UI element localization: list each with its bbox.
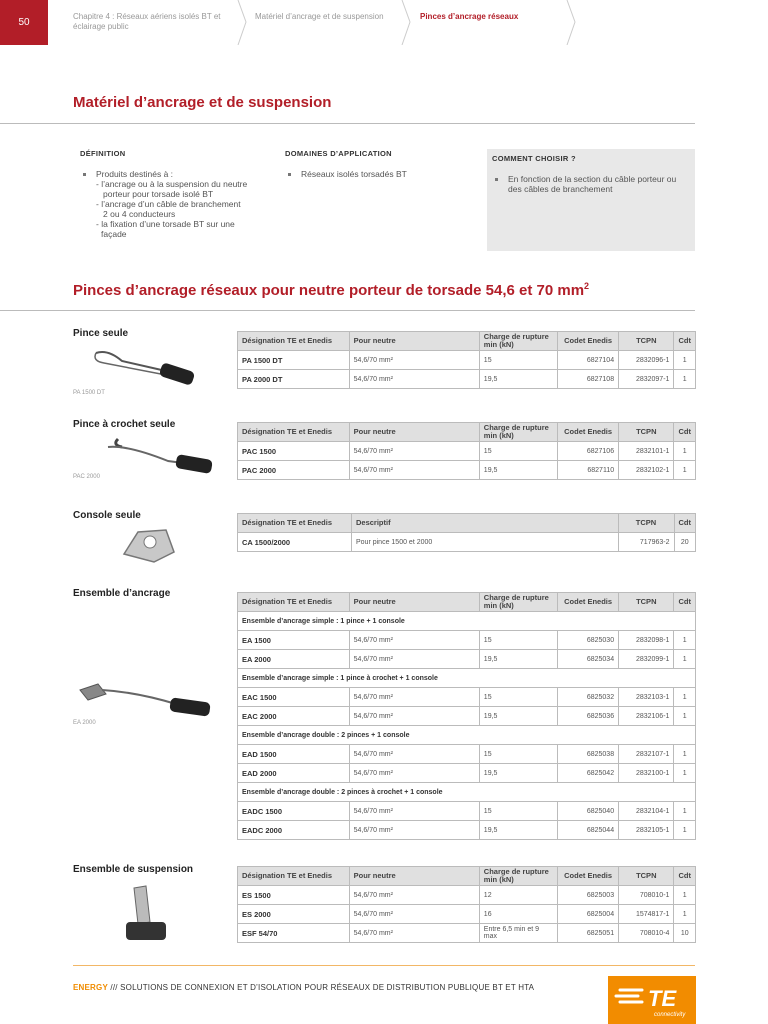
product-name-suspension: Ensemble de suspension bbox=[73, 864, 194, 875]
cell: 15 bbox=[479, 745, 557, 764]
definition-block bbox=[80, 149, 280, 239]
cell: EADC 2000 bbox=[238, 821, 350, 840]
choisir-block bbox=[487, 149, 687, 194]
table-row bbox=[238, 821, 696, 840]
cell: 2832096-1 bbox=[619, 351, 674, 370]
cell: 54,6/70 mm² bbox=[349, 802, 479, 821]
product-name-pince-crochet: Pince à crochet seule bbox=[73, 419, 176, 430]
col-header: Descriptif bbox=[352, 514, 619, 533]
cell: 2832107-1 bbox=[619, 745, 674, 764]
definition-sub: 2 ou 4 conducteurs bbox=[103, 209, 176, 219]
cell: 717963-2 bbox=[618, 533, 674, 552]
group-label: Ensemble d’ancrage double : 2 pinces + 1 console bbox=[238, 726, 696, 745]
col-header: Cdt bbox=[674, 332, 696, 351]
cell: 6825034 bbox=[558, 650, 619, 669]
cell: 12 bbox=[479, 886, 557, 905]
cell: 54,6/70 mm² bbox=[349, 688, 479, 707]
col-header: Pour neutre bbox=[349, 332, 479, 351]
group-label: Ensemble d’ancrage simple : 1 pince + 1 console bbox=[238, 612, 696, 631]
col-header: Pour neutre bbox=[349, 867, 479, 886]
image-caption: PAC 2000 bbox=[73, 474, 100, 480]
domaines-title: DOMAINES D’APPLICATION bbox=[285, 149, 392, 158]
table-row bbox=[238, 886, 696, 905]
table-suspension bbox=[237, 866, 696, 943]
cell: 1 bbox=[674, 802, 696, 821]
col-header: Codet Enedis bbox=[558, 867, 619, 886]
cell: EADC 1500 bbox=[238, 802, 350, 821]
footer-title: /// SOLUTIONS DE CONNEXION ET D’ISOLATION POUR RÉSEAUX DE DISTRIBUTION PUBLIQUE BT ET HTA bbox=[108, 983, 535, 992]
cell: 19,5 bbox=[479, 821, 557, 840]
cell: 2832105-1 bbox=[619, 821, 674, 840]
table-row bbox=[238, 688, 696, 707]
cell: 2832099-1 bbox=[619, 650, 674, 669]
table-ensemble-ancrage bbox=[237, 592, 696, 840]
col-header: Cdt bbox=[674, 593, 696, 612]
group-row bbox=[238, 783, 696, 802]
group-row bbox=[238, 726, 696, 745]
definition-title: DÉFINITION bbox=[80, 149, 126, 158]
cell: EA 2000 bbox=[238, 650, 350, 669]
cell: PAC 2000 bbox=[238, 461, 350, 480]
definition-sub: porteur pour torsade isolé BT bbox=[103, 189, 214, 199]
image-caption: EA 2000 bbox=[73, 720, 96, 726]
table-row bbox=[238, 461, 696, 480]
cell: ES 1500 bbox=[238, 886, 350, 905]
cell: 1 bbox=[674, 351, 696, 370]
comment-choisir-box bbox=[487, 149, 695, 251]
cell: 1 bbox=[674, 370, 696, 389]
cell: EAC 1500 bbox=[238, 688, 350, 707]
col-header: Pour neutre bbox=[349, 423, 479, 442]
cell: EAD 2000 bbox=[238, 764, 350, 783]
products-title-sup: 2 bbox=[584, 281, 590, 291]
pince-image bbox=[88, 347, 200, 387]
cell: 1 bbox=[674, 631, 696, 650]
col-header: Charge de rupture min (kN) bbox=[479, 423, 557, 442]
col-header: Codet Enedis bbox=[558, 332, 619, 351]
cell: 19,5 bbox=[479, 461, 557, 480]
cell: 2832101-1 bbox=[619, 442, 674, 461]
cell: 6825036 bbox=[558, 707, 619, 726]
cell: Entre 6,5 min et 9 max bbox=[479, 924, 557, 943]
cell: 2832103-1 bbox=[619, 688, 674, 707]
cell: PAC 1500 bbox=[238, 442, 350, 461]
cell: 54,6/70 mm² bbox=[349, 886, 479, 905]
cell: PA 2000 DT bbox=[238, 370, 350, 389]
cell: 6825042 bbox=[558, 764, 619, 783]
footer-text bbox=[73, 983, 534, 992]
chevron-right-icon bbox=[400, 0, 414, 45]
cell: 19,5 bbox=[479, 707, 557, 726]
group-label: Ensemble d’ancrage double : 2 pinces à crochet + 1 console bbox=[238, 783, 696, 802]
cell: 1 bbox=[674, 461, 696, 480]
cell: 15 bbox=[479, 351, 557, 370]
divider bbox=[0, 123, 695, 124]
definition-sub: - la fixation d’une torsade BT sur une bbox=[96, 219, 235, 229]
cell: 1 bbox=[674, 886, 696, 905]
cell: 54,6/70 mm² bbox=[349, 924, 479, 943]
cell: 54,6/70 mm² bbox=[349, 905, 479, 924]
col-header: Codet Enedis bbox=[558, 593, 619, 612]
cell: 54,6/70 mm² bbox=[349, 351, 479, 370]
suspension-image bbox=[116, 882, 176, 946]
cell: 2832102-1 bbox=[619, 461, 674, 480]
cell: 6825030 bbox=[558, 631, 619, 650]
group-label: Ensemble d’ancrage simple : 1 pince à crochet + 1 console bbox=[238, 669, 696, 688]
col-header: Désignation TE et Enedis bbox=[238, 423, 350, 442]
col-header: TCPN bbox=[619, 593, 674, 612]
cell: 6827104 bbox=[558, 351, 619, 370]
cell: 6825044 bbox=[558, 821, 619, 840]
cell: 15 bbox=[479, 442, 557, 461]
definition-sub: façade bbox=[101, 229, 127, 239]
cell: 10 bbox=[674, 924, 696, 943]
ensemble-ancrage-image bbox=[76, 678, 214, 722]
product-name-ensemble-ancrage: Ensemble d’ancrage bbox=[73, 588, 171, 599]
cell: 6825032 bbox=[558, 688, 619, 707]
console-image bbox=[118, 524, 180, 566]
table-row bbox=[238, 707, 696, 726]
cell: 19,5 bbox=[479, 650, 557, 669]
cell: 6825003 bbox=[558, 886, 619, 905]
cell: 1 bbox=[674, 764, 696, 783]
cell: 6825038 bbox=[558, 745, 619, 764]
cell: 54,6/70 mm² bbox=[349, 631, 479, 650]
table-row bbox=[238, 905, 696, 924]
te-logo bbox=[608, 976, 696, 1024]
col-header: Pour neutre bbox=[349, 593, 479, 612]
breadcrumb-section[interactable]: Matériel d’ancrage et de suspension bbox=[255, 12, 384, 21]
col-header: Charge de rupture min (kN) bbox=[479, 332, 557, 351]
pince-crochet-image bbox=[88, 435, 220, 477]
cell: ES 2000 bbox=[238, 905, 350, 924]
cell: 6827106 bbox=[558, 442, 619, 461]
cell: 19,5 bbox=[479, 370, 557, 389]
group-row bbox=[238, 612, 696, 631]
cell: 2832104-1 bbox=[619, 802, 674, 821]
table-row bbox=[238, 631, 696, 650]
cell: 708010-1 bbox=[619, 886, 674, 905]
page-number: 50 bbox=[0, 0, 48, 45]
breadcrumb-current[interactable]: Pinces d’ancrage réseaux bbox=[420, 12, 519, 21]
divider bbox=[0, 310, 695, 311]
logo-subtext: connectivity bbox=[654, 1012, 686, 1018]
table-row bbox=[238, 533, 696, 552]
col-header: Désignation TE et Enedis bbox=[238, 593, 350, 612]
breadcrumb-chapter[interactable]: Chapitre 4 : Réseaux aériens isolés BT et éclairage public bbox=[73, 12, 221, 31]
cell: 20 bbox=[674, 533, 696, 552]
cell: 15 bbox=[479, 631, 557, 650]
domaines-bullet: Réseaux isolés torsadés BT bbox=[285, 169, 475, 179]
cell: 54,6/70 mm² bbox=[349, 442, 479, 461]
cell: 19,5 bbox=[479, 764, 557, 783]
table-row bbox=[238, 802, 696, 821]
table-pince-seule bbox=[237, 331, 696, 389]
cell: Pour pince 1500 et 2000 bbox=[352, 533, 619, 552]
chevron-right-icon bbox=[236, 0, 250, 45]
cell: 1 bbox=[674, 442, 696, 461]
cell: 2832106-1 bbox=[619, 707, 674, 726]
cell: 54,6/70 mm² bbox=[349, 461, 479, 480]
cell: 708010-4 bbox=[619, 924, 674, 943]
cell: 1 bbox=[674, 707, 696, 726]
table-row bbox=[238, 650, 696, 669]
col-header: TCPN bbox=[619, 867, 674, 886]
table-row bbox=[238, 924, 696, 943]
cell: EAC 2000 bbox=[238, 707, 350, 726]
cell: 6825051 bbox=[558, 924, 619, 943]
col-header: Cdt bbox=[674, 514, 696, 533]
cell: 16 bbox=[479, 905, 557, 924]
table-console bbox=[237, 513, 696, 552]
products-title bbox=[73, 281, 589, 299]
cell: 2832098-1 bbox=[619, 631, 674, 650]
table-row bbox=[238, 442, 696, 461]
col-header: Charge de rupture min (kN) bbox=[479, 867, 557, 886]
cell: 1 bbox=[674, 688, 696, 707]
cell: 54,6/70 mm² bbox=[349, 745, 479, 764]
product-name-pince-seule: Pince seule bbox=[73, 328, 129, 339]
definition-sub: - l’ancrage d’un câble de branchement bbox=[96, 199, 241, 209]
cell: EA 1500 bbox=[238, 631, 350, 650]
cell: 54,6/70 mm² bbox=[349, 370, 479, 389]
logo-text: TE bbox=[648, 986, 677, 1011]
table-row bbox=[238, 745, 696, 764]
section-title: Matériel d’ancrage et de suspension bbox=[73, 94, 332, 111]
col-header: TCPN bbox=[619, 332, 674, 351]
cell: ESF 54/70 bbox=[238, 924, 350, 943]
products-title-text: Pinces d’ancrage réseaux pour neutre porteur de torsade 54,6 et 70 mm bbox=[73, 282, 585, 299]
col-header: Charge de rupture min (kN) bbox=[479, 593, 557, 612]
cell: PA 1500 DT bbox=[238, 351, 350, 370]
col-header: Cdt bbox=[674, 867, 696, 886]
cell: 1 bbox=[674, 745, 696, 764]
table-pince-crochet bbox=[237, 422, 696, 480]
footer-divider bbox=[73, 965, 695, 966]
col-header: Désignation TE et Enedis bbox=[238, 514, 352, 533]
col-header: Cdt bbox=[674, 423, 696, 442]
col-header: Désignation TE et Enedis bbox=[238, 867, 350, 886]
cell: 6827110 bbox=[558, 461, 619, 480]
cell: 2832097-1 bbox=[619, 370, 674, 389]
cell: 54,6/70 mm² bbox=[349, 707, 479, 726]
cell: 1 bbox=[674, 905, 696, 924]
table-row bbox=[238, 370, 696, 389]
image-caption: PA 1500 DT bbox=[73, 390, 105, 396]
group-row bbox=[238, 669, 696, 688]
cell: 15 bbox=[479, 688, 557, 707]
cell: EAD 1500 bbox=[238, 745, 350, 764]
table-row bbox=[238, 764, 696, 783]
chevron-right-icon bbox=[565, 0, 579, 45]
cell: 6825004 bbox=[558, 905, 619, 924]
col-header: TCPN bbox=[619, 423, 674, 442]
col-header: Désignation TE et Enedis bbox=[238, 332, 350, 351]
cell: 15 bbox=[479, 802, 557, 821]
cell: 1 bbox=[674, 821, 696, 840]
col-header: TCPN bbox=[618, 514, 674, 533]
cell: 54,6/70 mm² bbox=[349, 650, 479, 669]
choisir-title: COMMENT CHOISIR ? bbox=[492, 154, 576, 163]
cell: 1 bbox=[674, 650, 696, 669]
cell: 1574817-1 bbox=[619, 905, 674, 924]
cell: 6827108 bbox=[558, 370, 619, 389]
footer-energy: ENERGY bbox=[73, 983, 108, 992]
product-name-console: Console seule bbox=[73, 510, 141, 521]
cell: 54,6/70 mm² bbox=[349, 764, 479, 783]
choisir-bullet: En fonction de la section du câble porteur ou des câbles de branchement bbox=[492, 174, 687, 194]
col-header: Codet Enedis bbox=[558, 423, 619, 442]
cell: CA 1500/2000 bbox=[238, 533, 352, 552]
cell: 6825040 bbox=[558, 802, 619, 821]
definition-sub: - l’ancrage ou à la suspension du neutre bbox=[96, 179, 248, 189]
cell: 54,6/70 mm² bbox=[349, 821, 479, 840]
table-row bbox=[238, 351, 696, 370]
definition-bullet: Produits destinés à : bbox=[80, 169, 280, 179]
domaines-block bbox=[285, 149, 475, 179]
cell: 2832100-1 bbox=[619, 764, 674, 783]
